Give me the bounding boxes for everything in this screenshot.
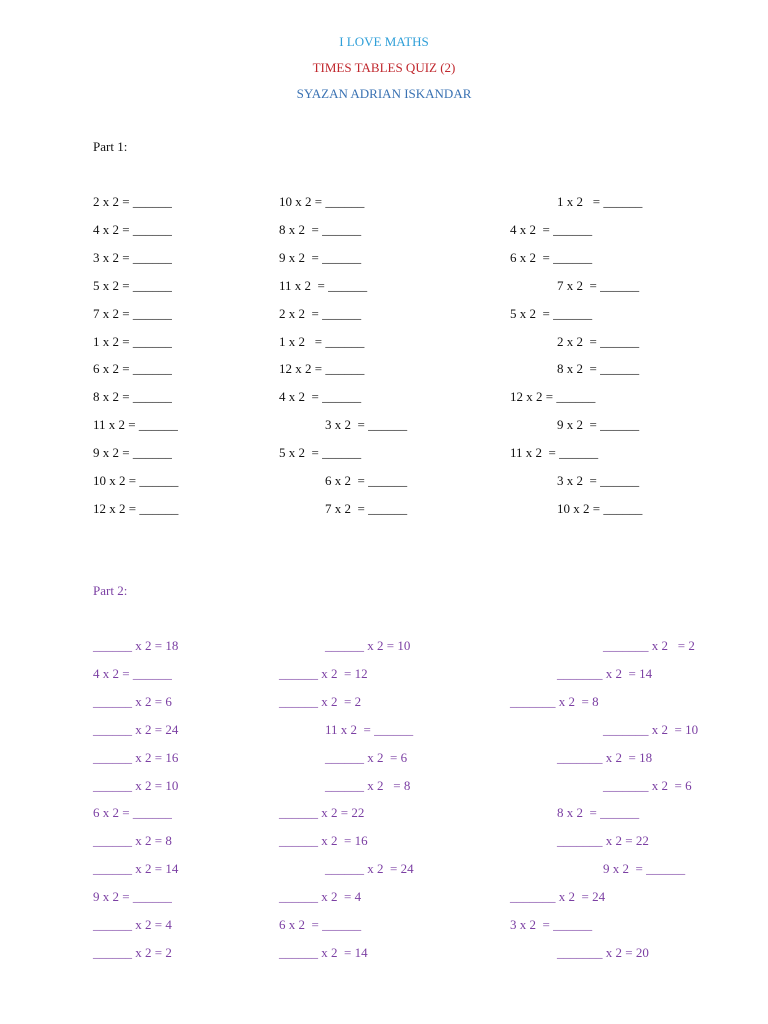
author-name: SYAZAN ADRIAN ISKANDAR <box>296 86 472 101</box>
part2-col2-question: 11 x 2 = ______ <box>325 722 414 737</box>
part2-col3-question: 3 x 2 = ______ <box>510 917 593 932</box>
part1-col1-question: 5 x 2 = ______ <box>93 278 172 293</box>
part2-col1-question: 6 x 2 = ______ <box>93 805 172 820</box>
part1-col3-question: 9 x 2 = ______ <box>557 417 640 432</box>
part2-col1-question: ______ x 2 = 24 <box>93 722 179 737</box>
part2-col1-question: ______ x 2 = 6 <box>93 694 172 709</box>
part2-col3-question: 8 x 2 = ______ <box>557 805 640 820</box>
part2-col2-question: ______ x 2 = 8 <box>325 778 411 793</box>
part1-col3-question: 6 x 2 = ______ <box>510 250 593 265</box>
part2-col2-question: ______ x 2 = 12 <box>279 666 368 681</box>
part1-col1-question: 6 x 2 = ______ <box>93 361 172 376</box>
part2-col1-question: ______ x 2 = 16 <box>93 750 179 765</box>
part2-col3-question: _______ x 2 = 8 <box>510 694 599 709</box>
part1-col3-question: 2 x 2 = ______ <box>557 334 640 349</box>
part1-col2-question: 10 x 2 = ______ <box>279 194 365 209</box>
part1-col3-question: 5 x 2 = ______ <box>510 306 593 321</box>
part2-col2-question: 6 x 2 = ______ <box>279 917 362 932</box>
part2-col3-question: _______ x 2 = 10 <box>603 722 699 737</box>
part1-col2-question: 3 x 2 = ______ <box>325 417 408 432</box>
part1-col1-question: 7 x 2 = ______ <box>93 306 172 321</box>
part2-col2-question: ______ x 2 = 2 <box>279 694 362 709</box>
part-1-label: Part 1: <box>93 139 128 154</box>
part1-col2-question: 9 x 2 = ______ <box>279 250 362 265</box>
part1-col1-question: 2 x 2 = ______ <box>93 194 172 209</box>
part1-col3-question: 1 x 2 = ______ <box>557 194 643 209</box>
part2-col3-question: 9 x 2 = ______ <box>603 861 686 876</box>
part1-col1-question: 11 x 2 = ______ <box>93 417 178 432</box>
part1-col1-question: 1 x 2 = ______ <box>93 334 172 349</box>
part1-col2-question: 8 x 2 = ______ <box>279 222 362 237</box>
part1-col2-question: 12 x 2 = ______ <box>279 361 365 376</box>
part2-col1-question: ______ x 2 = 14 <box>93 861 179 876</box>
part2-col1-question: ______ x 2 = 2 <box>93 945 172 960</box>
part1-col1-question: 4 x 2 = ______ <box>93 222 172 237</box>
part2-col3-question: _______ x 2 = 14 <box>557 666 653 681</box>
part1-col3-question: 4 x 2 = ______ <box>510 222 593 237</box>
part2-col2-question: ______ x 2 = 24 <box>325 861 414 876</box>
part1-col3-question: 8 x 2 = ______ <box>557 361 640 376</box>
part1-col3-question: 7 x 2 = ______ <box>557 278 640 293</box>
part2-col3-question: _______ x 2 = 20 <box>557 945 649 960</box>
part1-col2-question: 7 x 2 = ______ <box>325 501 408 516</box>
part2-col3-question: _______ x 2 = 2 <box>603 638 695 653</box>
part1-col3-question: 3 x 2 = ______ <box>557 473 640 488</box>
part1-col3-question: 12 x 2 = ______ <box>510 389 596 404</box>
part1-col2-question: 2 x 2 = ______ <box>279 306 362 321</box>
part1-col2-question: 5 x 2 = ______ <box>279 445 362 460</box>
part2-col1-question: 9 x 2 = ______ <box>93 889 172 904</box>
part2-col3-question: _______ x 2 = 22 <box>557 833 649 848</box>
part-2-label: Part 2: <box>93 583 128 598</box>
part2-col2-question: ______ x 2 = 16 <box>279 833 368 848</box>
part1-col1-question: 3 x 2 = ______ <box>93 250 172 265</box>
part2-col1-question: ______ x 2 = 4 <box>93 917 172 932</box>
part1-col3-question: 11 x 2 = ______ <box>510 445 599 460</box>
part1-col2-question: 4 x 2 = ______ <box>279 389 362 404</box>
part2-col1-question: ______ x 2 = 18 <box>93 638 179 653</box>
part2-col2-question: ______ x 2 = 10 <box>325 638 411 653</box>
part2-col2-question: ______ x 2 = 6 <box>325 750 408 765</box>
part1-col1-question: 12 x 2 = ______ <box>93 501 179 516</box>
part1-col1-question: 9 x 2 = ______ <box>93 445 172 460</box>
part2-col2-question: ______ x 2 = 4 <box>279 889 362 904</box>
part2-col1-question: ______ x 2 = 8 <box>93 833 172 848</box>
part2-col3-question: _______ x 2 = 18 <box>557 750 653 765</box>
part1-col2-question: 1 x 2 = ______ <box>279 334 365 349</box>
part2-col1-question: 4 x 2 = ______ <box>93 666 172 681</box>
part2-col2-question: ______ x 2 = 22 <box>279 805 365 820</box>
part2-col3-question: _______ x 2 = 6 <box>603 778 692 793</box>
part2-col2-question: ______ x 2 = 14 <box>279 945 368 960</box>
part1-col3-question: 10 x 2 = ______ <box>557 501 643 516</box>
part2-col1-question: ______ x 2 = 10 <box>93 778 179 793</box>
part1-col1-question: 8 x 2 = ______ <box>93 389 172 404</box>
part1-col1-question: 10 x 2 = ______ <box>93 473 179 488</box>
part1-col2-question: 6 x 2 = ______ <box>325 473 408 488</box>
part1-col2-question: 11 x 2 = ______ <box>279 278 368 293</box>
title-line-2: TIMES TABLES QUIZ (2) <box>312 60 456 75</box>
part2-col3-question: _______ x 2 = 24 <box>510 889 606 904</box>
title-line-1: I LOVE MATHS <box>339 34 429 49</box>
